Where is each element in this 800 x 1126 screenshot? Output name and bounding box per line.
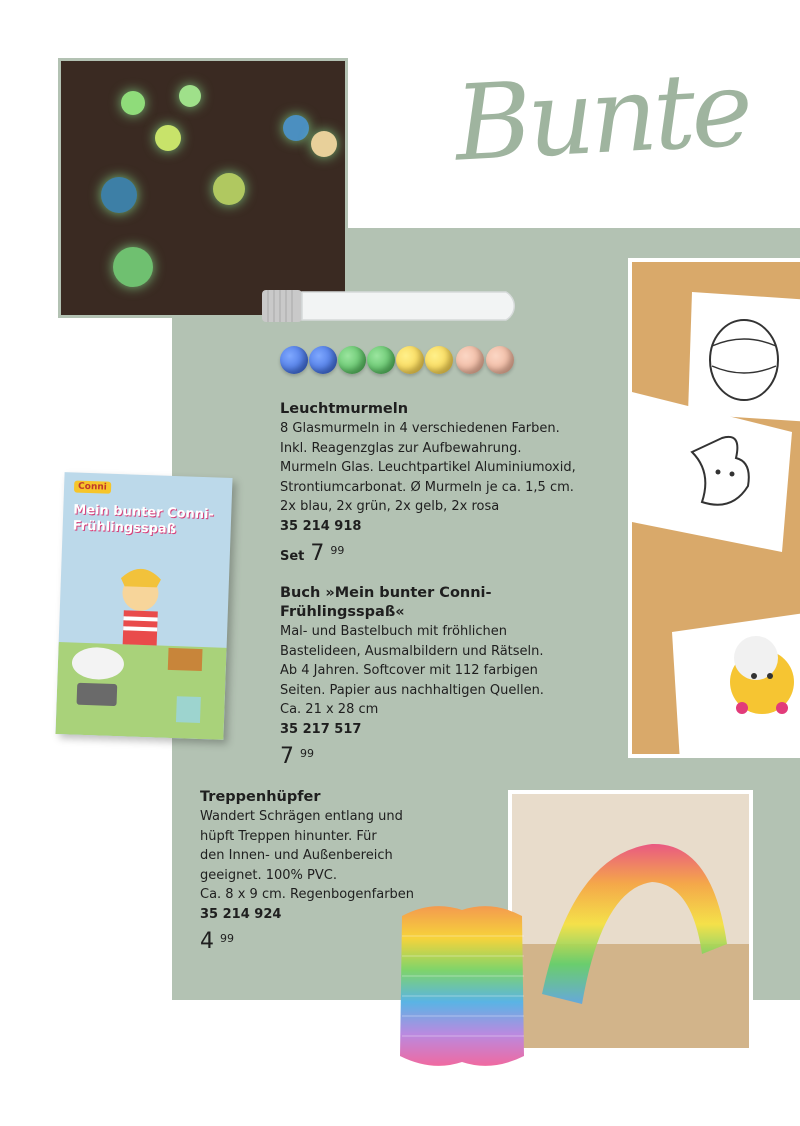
marble-pink: [456, 346, 484, 374]
product-description-line: Wandert Schrägen entlang und: [200, 809, 403, 824]
marble-blue: [280, 346, 308, 374]
product-description-line: den Innen- und Außenbereich: [200, 848, 393, 863]
product-sku: 35 214 924: [200, 906, 282, 922]
price-cents: 99: [220, 932, 234, 945]
product-description-line: geeignet. 100% PVC.: [200, 867, 337, 883]
product-price: [200, 929, 500, 955]
marble-pink: [486, 346, 514, 374]
product-sku: 35 217 517: [280, 721, 362, 737]
price-prefix: Set: [280, 549, 305, 564]
marble-yellow: [425, 346, 453, 374]
product-description-line: 2x blau, 2x grün, 2x gelb, 2x rosa: [280, 499, 500, 514]
product-conni-book: [280, 584, 610, 770]
test-tube-image: [262, 286, 524, 326]
product-title: Buch »Mein bunter Conni-: [280, 585, 492, 601]
product-description-line: Ab 4 Jahren. Softcover mit 112 farbigen: [280, 663, 538, 678]
product-leuchtmurmeln: [280, 400, 610, 567]
product-description-line: hüpft Treppen hinunter. Für: [200, 828, 377, 844]
price-cents: 99: [330, 544, 345, 557]
product-price: [280, 541, 610, 567]
price-cents: 99: [300, 747, 314, 760]
product-title: Frühlingsspaß«: [280, 604, 405, 620]
product-price: [280, 744, 610, 770]
product-treppenhuepfer: [200, 788, 500, 955]
product-description-line: Ca. 8 x 9 cm. Regenbogenfarben: [200, 887, 415, 902]
book-cover-image: [55, 472, 232, 740]
product-description-line: Mal- und Bastelbuch mit fröhlichen: [280, 624, 508, 639]
book-cover-title: Mein bunter Conni-Frühlingsspaß: [72, 502, 215, 537]
rainbow-spring-photo: [508, 790, 753, 1052]
product-description-line: Inkl. Reagenzglas zur Aufbewahrung.: [280, 440, 522, 456]
product-sku: 35 214 918: [280, 518, 362, 534]
marble-blue: [309, 346, 337, 374]
product-description-line: Murmeln Glas. Leuchtpartikel Aluminiumoxid,: [280, 460, 576, 475]
rainbow-spring-illustration: [512, 794, 753, 1052]
product-title: Leuchtmurmeln: [280, 401, 409, 417]
price-euros: 4: [200, 929, 214, 954]
easter-drawings-illustration: [632, 262, 800, 758]
easter-drawings-photo: [628, 258, 800, 758]
product-description-line: Seiten. Papier aus nachhaltigen Quellen.: [280, 682, 544, 698]
marble-yellow: [396, 346, 424, 374]
product-description-line: Ca. 21 x 28 cm: [280, 702, 379, 717]
product-description-line: Strontiumcarbonat. Ø Murmeln je ca. 1,5 cm.: [280, 479, 574, 495]
product-title: Treppenhüpfer: [200, 789, 321, 805]
product-description-line: Bastelideen, Ausmalbildern und Rätseln.: [280, 643, 544, 659]
glowing-marbles-photo: [58, 58, 348, 318]
marble-green: [367, 346, 395, 374]
price-euros: 7: [280, 744, 294, 769]
marble-green: [338, 346, 366, 374]
product-description-line: 8 Glasmurmeln in 4 verschiedenen Farben.: [280, 421, 560, 436]
price-euros: 7: [310, 541, 325, 566]
book-badge: Conni: [74, 480, 111, 493]
book-illustration: [55, 472, 232, 740]
page-headline: Bunte: [452, 47, 752, 185]
